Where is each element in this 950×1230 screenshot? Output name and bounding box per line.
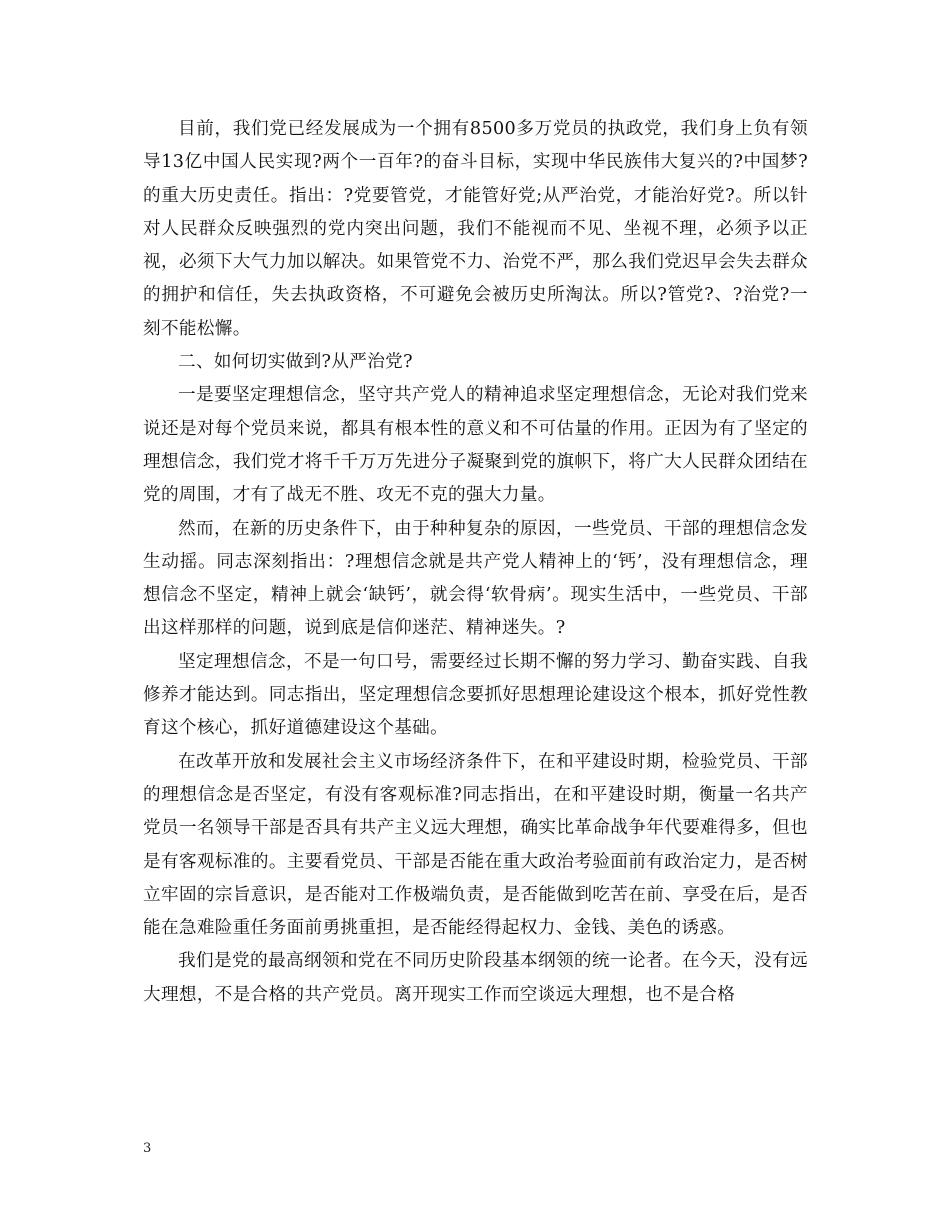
section-heading: 二、如何切实做到?从严治党? [178,352,413,373]
page-number: 3 [143,1141,152,1156]
paragraph: 坚定理想信念，不是一句口号，需要经过长期不懈的努力学习、勤奋实践、自我修养才能达到。同志指出，坚定理想信念要抓好思想理论建设这个根本，抓好党性教育这个核心，抓好道德建设这个基础。 [143,651,808,739]
paragraph: 一是要坚定理想信念，坚守共产党人的精神追求坚定理想信念，无论对我们党来说还是对每个党员来说，都具有根本性的意义和不可估量的作用。正因为有了坚定的理想信念，我们党才将千千万万先进分子凝聚到党的旗帜下，将广大人民群众团结在党的周围，才有了战无不胜、攻无不克的强大力量。 [143,385,808,506]
paragraph: 在改革开放和发展社会主义市场经济条件下，在和平建设时期，检验党员、干部的理想信念是否坚定，有没有客观标准?同志指出，在和平建设时期，衡量一名共产党员一名领导干部是否具有共产主义远大理想，确实比革命战争年代要难得多，但也是有客观标准的。主要看党员、干部是否能在重大政治考验面前有政治定力，是否树立牢固的宗旨意识，是否能对工作极端负责，是否能做到吃苦在前、享受在后，是否能在急难险重任务面前勇挑重担，是否能经得起权力、金钱、美色的诱惑。 [143,751,808,939]
paragraph: 目前，我们党已经发展成为一个拥有8500多万党员的执政党，我们身上负有领导13亿中国人民实现?两个一百年?的奋斗目标，实现中华民族伟大复兴的?中国梦?的重大历史责任。指出：?党要管党，才能管好党;从严治党，才能治好党?。所以针对人民群众反映强烈的党内突出问题，我们不能视而不见、坐视不理，必须予以正视，必须下大气力加以解决。如果管党不力、治党不严，那么我们党迟早会失去群众的拥护和信任，失去执政资格，不可避免会被历史所淘汰。所以?管党?、?治党?一刻不能松懈。 [143,119,808,339]
paragraph: 然而，在新的历史条件下，由于种种复杂的原因，一些党员、干部的理想信念发生动摇。同志深刻指出：?理想信念就是共产党人精神上的‘钙’，没有理想信念，理想信念不坚定，精神上就会‘缺钙’，就会得‘软骨病’。现实生活中，一些党员、干部出这样那样的问题，说到底是信仰迷茫、精神迷失。? [143,518,808,639]
paragraph: 我们是党的最高纲领和党在不同历史阶段基本纲领的统一论者。在今天，没有远大理想，不是合格的共产党员。离开现实工作而空谈远大理想，也不是合格 [143,951,808,1005]
document-body [143,113,808,1012]
